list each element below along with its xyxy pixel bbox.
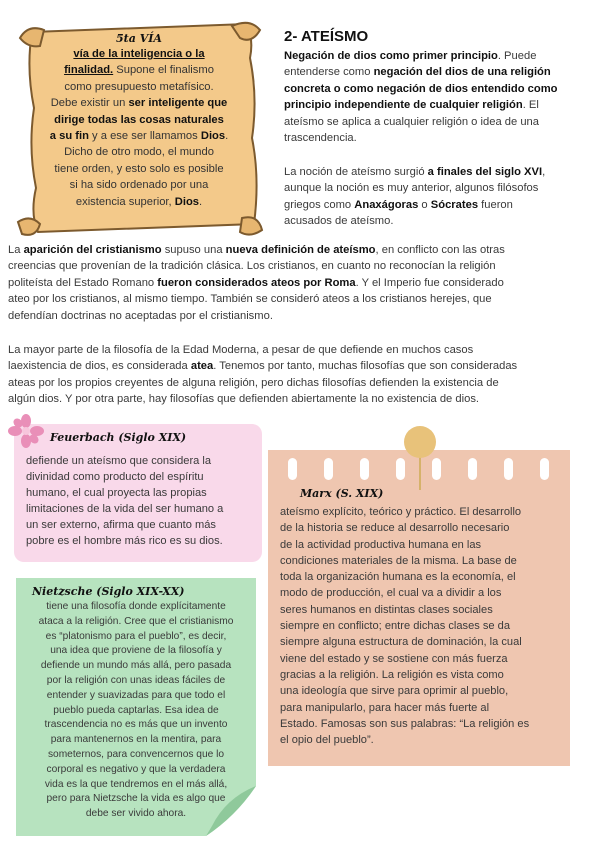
feuerbach-title: Feuerbach (Siglo XIX): [50, 431, 187, 444]
section-heading: 2- ATEÍSMO: [284, 28, 369, 45]
flower-icon: [8, 414, 44, 448]
scroll-line: tiene orden, y esto solo es posible: [54, 162, 224, 175]
scroll-line: finalidad. Supone el finalismo: [64, 64, 214, 77]
scroll-line: si ha sido ordenado por una: [69, 179, 209, 192]
scroll-line: existencia superior, Dios.: [75, 195, 203, 208]
scroll-line: Debe existir un ser inteligente que: [50, 97, 228, 110]
marx-title: Marx (S. XIX): [300, 487, 384, 500]
nietzsche-text: tiene una filosofía donde explícitamente ataca a la religión. Cree que el cristianismo es “platonismo para el pueblo”, es decir, una idea que proviene de la filosofía y defiende un mundo más allá, pero pasada por la religión con unas ideas fáciles de entender y suavizadas para que todo el pueblo pueda captarlas. Esa idea de trascendencia no es más que un invento para mantenernos en la mentira, para someternos, para convencernos que lo corporal es negativo y que la verdadera vida es la que tendremos en el más allá, pero para Nietzsche la vida es algo que debe ser vivido ahora.: [38, 601, 234, 820]
scroll-text: [34, 46, 244, 210]
marx-text: ateísmo explícito, teórico y práctico. El desarrollo de la historia se reduce al desarrollo necesario de la actividad productiva humana en las condiciones materiales de la misma. La base de toda la organización humana es la economía, el modo de producción, el cual va a dividir a los seres humanos en distintas clases sociales siempre en conflicto; entre dichas clases se da siempre alguna estructura de dominación, la cual viene del estado y se sostiene con más fuerza gracias a la religión. La religión es vista como una ideología que sirve para oprimir al pueblo, para manipularlo, para hacer más fuerte al Estado. Famosas son sus palabras: “La religión es el opio del pueblo”.: [280, 506, 530, 747]
pushpin-icon: [400, 424, 440, 494]
christianity-paragraph: La aparición del cristianismo supuso una nueva definición de ateísmo, en conflicto con las otras creencias que provenían de la tradición clásica. Los cristianos, en cuanto no reconocían la religión politeísta del Estado Romano fueron considerados ateos por Roma. Y el Imperio fue considerado ateo por los cristianos, al mismo tiempo. También se consideró ateos a los cristianos herejes, que defendían doctrinas no aceptadas por el cristianismo.: [8, 244, 505, 322]
scroll-line: a su fin y a ese ser llamamos Dios.: [49, 130, 229, 143]
scroll-title: 5ta VÍA: [116, 32, 162, 45]
scroll-line: vía de la inteligencia o la: [73, 48, 205, 60]
scroll-line: como presupuesto metafísico.: [64, 80, 214, 93]
scroll-line: Dicho de otro modo, el mundo: [64, 146, 214, 159]
feuerbach-text: defiende un ateísmo que considera la divinidad como producto del espíritu humano, el cual proyecta las propias limitaciones de la vida del ser humano a un ser externo, afirma que cuanto más pobre es el hombre más rico es su dios.: [26, 455, 224, 547]
modern-philosophy-paragraph: La mayor parte de la filosofía de la Edad Moderna, a pesar de que defiende en muchos casos laexistencia de dios, es considerada atea. Tenemos por tanto, muchas filosofías que son consideradas ateas por los propios creyentes de alguna religión, pero dichas filosofías defienden la existencia de algún dios. Y por otra parte, hay filosofías que defienden abiertamente la no existencia de dios.: [8, 344, 518, 406]
intro-paragraph: Negación de dios como primer principio. Puede entenderse como negación del dios de una religión concreta o como negación de dios entendido como principio independiente de cualquier religión. El ateísmo se aplica a cualquier religión o idea de una trascendencia.: [284, 50, 558, 145]
origin-paragraph: La noción de ateísmo surgió a finales del siglo XVI, aunque la noción es muy anterior, algunos filósofos griegos como Anaxágoras o Sócrates fueron acusados de ateísmo.: [284, 166, 546, 228]
nietzsche-title: Nietzsche (Siglo XIX-XX): [32, 585, 185, 598]
scroll-line: dirige todas las cosas naturales: [54, 113, 224, 126]
